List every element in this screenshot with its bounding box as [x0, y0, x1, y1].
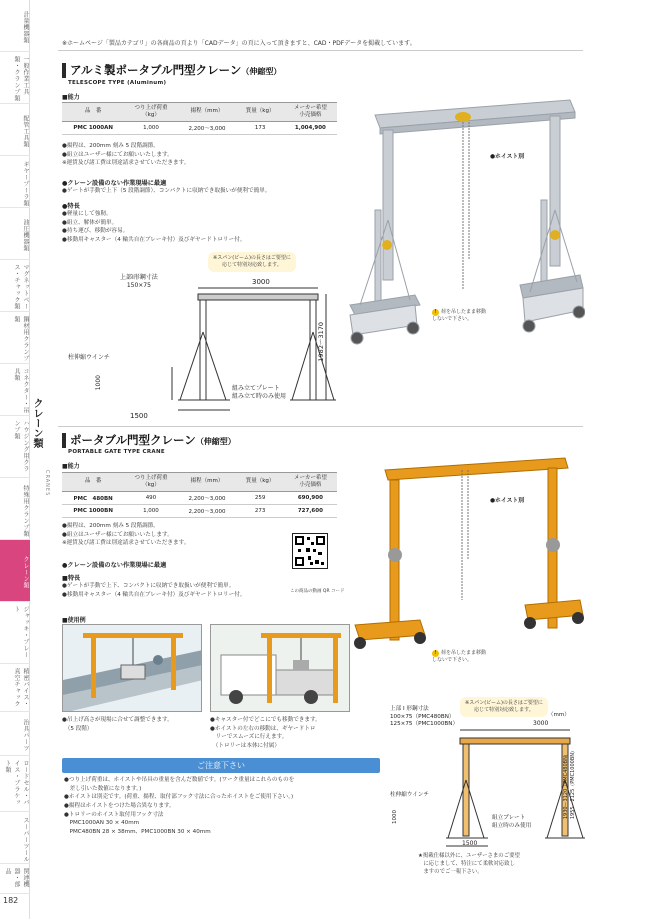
- section1-use-text: ●ゲートが手動で上下（5 段階調節）、コンパクトに収納でき取扱いが便利で簡単。: [62, 188, 271, 194]
- table-cell: 2,200～3,000: [178, 491, 237, 504]
- table-header-cell: 質量（kg）: [236, 473, 283, 492]
- top-divider: [58, 50, 583, 51]
- table-header-cell: つり上げ荷重 （kg）: [124, 103, 177, 122]
- caution-title: ご注意下さい: [62, 758, 380, 773]
- table-cell: 727,600: [284, 504, 337, 517]
- warning-icon: !: [432, 650, 439, 657]
- section1-hoist-label: ●ホイスト別: [490, 154, 524, 160]
- table-cell: 2,200～3,000: [178, 504, 237, 517]
- section2-base-height-dim: 1000: [392, 810, 398, 824]
- sidebar-item-special-clamps[interactable]: 特殊用クランプ類: [0, 478, 30, 540]
- sidebar-item-super-tool[interactable]: スーパーツール: [0, 812, 30, 864]
- usage-photo-2: [210, 624, 350, 712]
- table-cell: 490: [124, 491, 177, 504]
- section1-spec-table: [62, 102, 337, 135]
- page-number: 182: [3, 896, 19, 905]
- section2-base-width-dim: 1500: [462, 840, 478, 847]
- sidebar-item-loadcell[interactable]: ロードセル・バイス・ブラケット類: [0, 756, 30, 812]
- section1-beam-label: 上部I形鋼寸法 150×75: [120, 274, 158, 289]
- usage-photo-1: [62, 624, 202, 712]
- sidebar-item-cranes[interactable]: クレーン類: [0, 540, 30, 602]
- table-cell: 173: [236, 121, 283, 134]
- section1-span-dim: 3000: [252, 278, 270, 286]
- table-cell: 690,900: [284, 491, 337, 504]
- table-cell: PMC 1000AN: [62, 121, 124, 134]
- sidebar-item-steel-clamps[interactable]: 鋼材用クランプ類: [0, 312, 30, 364]
- section2-feature-title: ■特長: [62, 575, 81, 582]
- section2-notes: ●揚程は、200mm 刻み 5 段階調節。 ●組立はユーザー様にてお願いいたします。 ※運賃及び諸工費は別途請求させていただきます。: [62, 523, 190, 547]
- section1-capacity-label: ■能力: [62, 94, 80, 101]
- usage-illustration-2: [211, 625, 350, 712]
- video-qr-code[interactable]: [292, 533, 328, 569]
- usage-illustration-1: [63, 625, 202, 712]
- section1-base-width-dim: 1500: [130, 412, 148, 420]
- title-bar: [62, 433, 66, 448]
- section1-features: ●軽量にして強靭。 ●組立、解体が簡単。 ●持ち運び、移動が容易。 ●移動用キャスター（4 輪共自在ブレーキ付）及びギヤードトロリー付。: [62, 211, 246, 243]
- section-divider: [58, 426, 583, 427]
- section2-use-title: ●クレーン設備のない作業現場に最適: [62, 562, 167, 569]
- section2-capacity-label: ■能力: [62, 463, 80, 470]
- table-header-cell: メーカー希望 小売価格: [284, 473, 337, 492]
- section2-unit: （mm）: [548, 712, 570, 718]
- section1-subtitle: TELESCOPE TYPE (Aluminum): [68, 80, 167, 86]
- sidebar-item-jack-plate[interactable]: ジャッキ・プレート: [0, 602, 30, 664]
- cad-data-note: ※ホームページ「製品カテゴリ」の各商品の頁より「CADデータ」の頁に入って頂きますと、CAD・PDFデータを掲載しています。: [62, 40, 416, 47]
- table-header-cell: 揚程（mm）: [178, 103, 237, 122]
- section2-plate-label: 組立プレート 組立時のみ使用: [492, 815, 532, 829]
- table-cell: 1,004,900: [284, 121, 337, 134]
- table-row: [62, 491, 337, 504]
- aluminum-crane-illustration: [350, 100, 585, 344]
- table-header-cell: つり上げ荷重 （kg）: [124, 473, 177, 492]
- section1-notes: ●揚程は、200mm 刻み 5 段階調節。 ●組立はユーザー様にてお願いいたします。 ※運賃及び諸工費は別途請求させていただきます。: [62, 143, 190, 167]
- sidebar-item-magnet-base[interactable]: マグネットベース・チャック類: [0, 260, 30, 312]
- section2-dimension-drawing: [390, 720, 585, 850]
- trolley-hoist: [382, 112, 560, 290]
- section1-plate-label: 組み立てプレート 組み立て時のみ使用: [232, 385, 287, 401]
- warning-icon: !: [432, 309, 439, 316]
- sidebar-item-connectors[interactable]: コネクター・吊具類: [0, 364, 30, 416]
- section2-winch-label: 柱伸縮ウインチ: [390, 792, 429, 798]
- table-cell: PMC 480BN: [62, 491, 124, 504]
- section2-warning: ! 荷を吊したまま移動 しないで下さい。: [432, 650, 487, 663]
- table-header-cell: 揚程（mm）: [178, 473, 237, 492]
- section2-subtitle: PORTABLE GATE TYPE CRANE: [68, 449, 165, 455]
- table-cell: 1,000: [124, 504, 177, 517]
- sidebar-item-measuring[interactable]: 計量機器類: [0, 0, 30, 52]
- section1-span-callout: ※スパン(ビーム)の長さはご要望に 応じて特別対応致します。: [208, 252, 296, 272]
- qr-pattern: [293, 534, 327, 568]
- title-bar: [62, 63, 66, 78]
- custom-order-note: ★掲載仕様以外に、ユーザーさまのご要望 に応じまして、特注にて柔軟対応致し ますのでご一報下さい。: [418, 853, 520, 876]
- section2-beam-label: 上部 I 形鋼寸法 100×75（PMC480BN） 125×75（PMC1000BN）: [390, 706, 459, 728]
- table-row: [62, 504, 337, 517]
- section2-span-callout: ※スパン(ビーム)の長さはご要望に 応じて特別対応致します。: [460, 697, 548, 717]
- table-cell: PMC 1000BN: [62, 504, 124, 517]
- sidebar-item-gear-puller[interactable]: ギヤープーラ類: [0, 156, 30, 208]
- table-cell: 1,000: [124, 121, 177, 134]
- section2-span-dim: 3000: [533, 720, 549, 727]
- table-header-cell: メーカー希望 小売価格: [284, 103, 337, 122]
- category-heading: クレーン類: [31, 398, 42, 448]
- sidebar-item-hydraulic[interactable]: 油圧機器類: [0, 208, 30, 260]
- sidebar-item-jig-parts[interactable]: 治具パーツ: [0, 712, 30, 756]
- caution-body: ●つり上げ荷重は、ホイストや吊具の重量を含んだ数値です。(ワーク重量はこれらのものを 差し引いた数値になります。) ●ホイストは別売です。(荷重、揚程、取付部フック寸法に合ったホイストをご使用下さい。) ●揚程はホイストをつけた場合異なります。 ●トロリーのホイスト取付用フック寸法 PMC1000AN 30 × 40mm PMC480BN 28 × 38mm、PMC1000BN 30 × 40mm: [64, 777, 295, 835]
- section2-height-dim: 1930～3120（PMC480BN） 1955～2125（PMC1000BN）: [563, 748, 576, 820]
- table-cell: 2,200～3,000: [178, 121, 237, 134]
- table-cell: 273: [236, 504, 283, 517]
- section2-hoist-label: ●ホイスト別: [490, 498, 524, 504]
- section1-dimension-drawing: [60, 272, 340, 422]
- examples-label: ■使用例: [62, 617, 86, 624]
- section1-winch-label: 柱伸縮ウインチ: [68, 354, 110, 361]
- table-header-cell: 品 番: [62, 473, 124, 492]
- qr-caption: この商品の動画 QR コード: [290, 589, 345, 594]
- table-row: [62, 121, 337, 134]
- sidebar-item-related[interactable]: 関連機器・部品: [0, 864, 30, 894]
- sidebar-item-housing-clamps[interactable]: ハウジング用クランプ類: [0, 416, 30, 478]
- orange-crane-illustration: [354, 458, 584, 649]
- sidebar-item-piping[interactable]: 配管工具類: [0, 104, 30, 156]
- section2-spec-table: [62, 472, 337, 518]
- section2-title: ポータブル門型クレーン（伸縮型）: [62, 432, 236, 448]
- category-heading-en: CRANES: [44, 470, 50, 497]
- caution-box: [62, 758, 380, 840]
- section1-use-title: ●クレーン設備のない作業現場に最適: [62, 180, 167, 187]
- sidebar-item-general-tools[interactable]: 一般作業工具類・クランプ類: [0, 52, 30, 104]
- section1-title: アルミ製ポータブル門型クレーン（伸縮型）: [62, 62, 281, 78]
- example1-caption: ●吊上げ高さが現場に合せて調整できます。 （5 段階）: [62, 717, 173, 732]
- table-cell: 259: [236, 491, 283, 504]
- category-sidebar: [0, 0, 30, 919]
- table-header-cell: 品 番: [62, 103, 124, 122]
- sidebar-item-precision-vise[interactable]: 精密バイス・真空チャック: [0, 664, 30, 712]
- section1-height-dim: 1982～3170: [317, 322, 325, 362]
- section1-warning: ! 荷を吊したまま移動 しないで下さい。: [432, 309, 487, 322]
- section1-feature-title: ●特長: [62, 203, 80, 210]
- section1-base-height-dim: 1000: [95, 375, 102, 391]
- table-header-cell: 質量（kg）: [236, 103, 283, 122]
- example2-caption: ●キャスター付でどこにでも移動できます。 ●ホイストの左右の移動は、ギヤードトロ リーでスムーズに行えます。 （トロリーは本体に付属）: [210, 717, 321, 749]
- section2-features: ●ゲートが手動で上下、コンパクトに収納でき取扱いが便利で簡単。 ●移動用キャスター（4 輪共自在ブレーキ付）及びギヤードトロリー付。: [62, 583, 246, 598]
- section1-product-image: [345, 60, 585, 370]
